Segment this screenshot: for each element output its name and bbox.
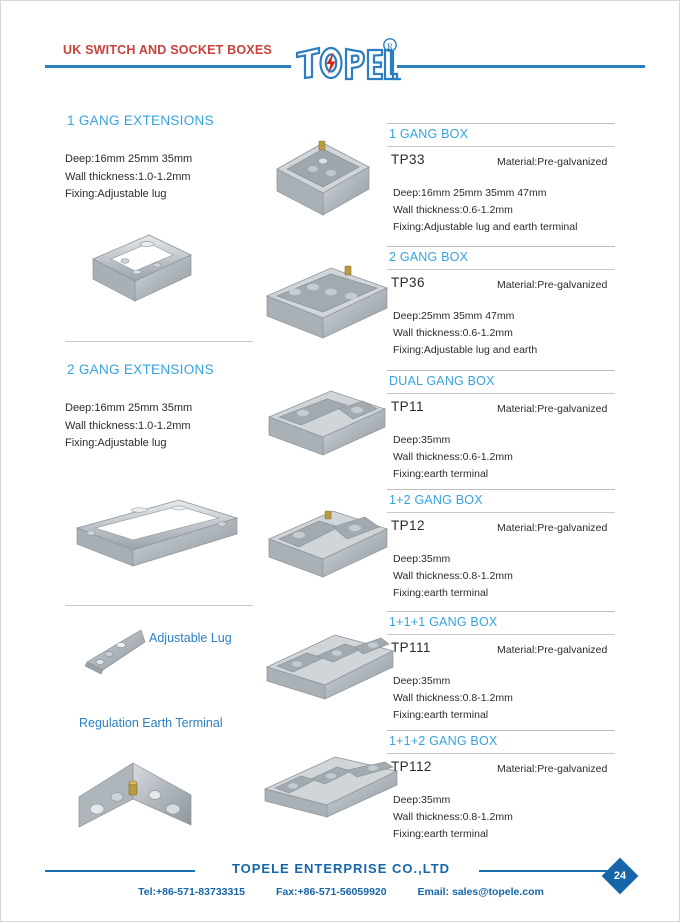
spec-line: Fixing:earth terminal xyxy=(393,828,489,840)
footer-email: Email: sales@topele.com xyxy=(417,886,544,898)
page-header xyxy=(45,37,643,99)
product-rule-mid xyxy=(387,512,615,513)
photo-earth-terminal xyxy=(73,753,203,841)
product-code: TP112 xyxy=(391,759,432,774)
spec-line: Deep:16mm 25mm 35mm 47mm xyxy=(393,187,547,199)
product-code: TP36 xyxy=(391,275,425,290)
product-material: Material:Pre-galvanized xyxy=(497,522,608,534)
spec-line: Wall thickness:0.6-1.2mm xyxy=(393,451,513,463)
spec-list-1-gang-extensions xyxy=(65,151,192,204)
spec-line: Deep:35mm xyxy=(393,675,451,687)
section-heading-2-gang-extensions: 2 GANG EXTENSIONS xyxy=(67,362,214,377)
product-material: Material:Pre-galvanized xyxy=(497,156,608,168)
product-name: 1+2 GANG BOX xyxy=(389,493,483,507)
product-specs xyxy=(393,792,513,843)
product-code: TP33 xyxy=(391,152,425,167)
spec-line: Fixing:earth terminal xyxy=(393,709,489,721)
product-material: Material:Pre-galvanized xyxy=(497,403,608,415)
product-material: Material:Pre-galvanized xyxy=(497,644,608,656)
spec-line: Fixing:earth terminal xyxy=(393,587,489,599)
photo-adjustable-lug xyxy=(73,626,149,674)
header-rule-right xyxy=(397,65,645,68)
product-specs xyxy=(393,308,537,359)
spec-line: Fixing:earth terminal xyxy=(393,468,489,480)
page-title: UK SWITCH AND SOCKET BOXES xyxy=(63,43,272,57)
spec-line: Fixing:Adjustable lug and earth terminal xyxy=(393,221,578,233)
footer-fax: Fax:+86-571-56059920 xyxy=(275,886,387,898)
product-code: TP11 xyxy=(391,399,424,414)
spec-line: Wall thickness:1.0-1.2mm xyxy=(65,170,191,183)
left-divider-2 xyxy=(65,605,253,606)
product-rule-top xyxy=(387,611,615,612)
spec-line: Wall thickness:0.8-1.2mm xyxy=(393,811,513,823)
section-heading-1-gang-extensions: 1 GANG EXTENSIONS xyxy=(67,113,214,128)
photo-dual-gang-box xyxy=(263,379,391,467)
photo-one-gang-extension-frame xyxy=(79,223,199,327)
product-name: 1+1+2 GANG BOX xyxy=(389,734,498,748)
photo-two-gang-extension-frame xyxy=(67,488,247,583)
footer-company-name: TOPELE ENTERPRISE CO.,LTD xyxy=(231,861,451,876)
product-rule-mid xyxy=(387,753,615,754)
footer-contact-row xyxy=(1,886,680,898)
product-specs xyxy=(393,185,577,236)
spec-line: Wall thickness:0.6-1.2mm xyxy=(393,204,513,216)
label-adjustable-lug: Adjustable Lug xyxy=(149,631,232,645)
product-rule-mid xyxy=(387,146,615,147)
spec-line: Deep:25mm 35mm 47mm xyxy=(393,310,515,322)
spec-line: Fixing:Adjustable lug and earth xyxy=(393,344,538,356)
product-name: 2 GANG BOX xyxy=(389,250,469,264)
header-rule-left xyxy=(45,65,291,68)
product-name: DUAL GANG BOX xyxy=(389,374,495,388)
product-code: TP111 xyxy=(391,640,431,655)
product-material: Material:Pre-galvanized xyxy=(497,763,608,775)
topele-logo xyxy=(291,35,401,91)
spec-line: Deep:16mm 25mm 35mm xyxy=(65,153,193,165)
product-rule-top xyxy=(387,730,615,731)
product-rule-top xyxy=(387,246,615,247)
product-rule-mid xyxy=(387,393,615,394)
svg-text:R: R xyxy=(387,41,393,51)
product-rule-mid xyxy=(387,634,615,635)
left-divider-1 xyxy=(65,341,253,342)
spec-line: Wall thickness:1.0-1.2mm xyxy=(65,419,191,432)
footer-tel: Tel:+86-571-83733315 xyxy=(138,886,246,898)
photo-rectangular-two-gang-box xyxy=(261,256,393,348)
product-specs xyxy=(393,551,513,602)
product-rule-top xyxy=(387,489,615,490)
spec-line: Fixing:Adjustable lug xyxy=(65,188,167,200)
product-material: Material:Pre-galvanized xyxy=(497,279,608,291)
spec-line: Deep:16mm 25mm 35mm xyxy=(65,402,193,414)
spec-line: Wall thickness:0.8-1.2mm xyxy=(393,570,513,582)
spec-line: Fixing:Adjustable lug xyxy=(65,437,167,449)
photo-one-plus-one-plus-one-gang-box xyxy=(263,623,399,709)
photo-one-plus-one-plus-two-gang-box xyxy=(261,743,401,825)
spec-line: Wall thickness:0.6-1.2mm xyxy=(393,327,513,339)
product-rule-mid xyxy=(387,269,615,270)
product-name: 1 GANG BOX xyxy=(389,127,469,141)
product-code: TP12 xyxy=(391,518,425,533)
product-rule-top xyxy=(387,123,615,124)
product-specs xyxy=(393,673,513,724)
product-specs xyxy=(393,432,513,483)
product-rule-top xyxy=(387,370,615,371)
photo-square-single-gang-box xyxy=(269,129,377,227)
spec-line: Wall thickness:0.8-1.2mm xyxy=(393,692,513,704)
product-name: 1+1+1 GANG BOX xyxy=(389,615,498,629)
label-regulation-earth-terminal: Regulation Earth Terminal xyxy=(79,716,223,730)
page-number: 24 xyxy=(613,870,627,882)
spec-line: Deep:35mm xyxy=(393,434,451,446)
spec-line: Deep:35mm xyxy=(393,553,451,565)
photo-one-plus-two-gang-box xyxy=(263,499,393,587)
spec-line: Deep:35mm xyxy=(393,794,451,806)
spec-list-2-gang-extensions xyxy=(65,400,192,453)
